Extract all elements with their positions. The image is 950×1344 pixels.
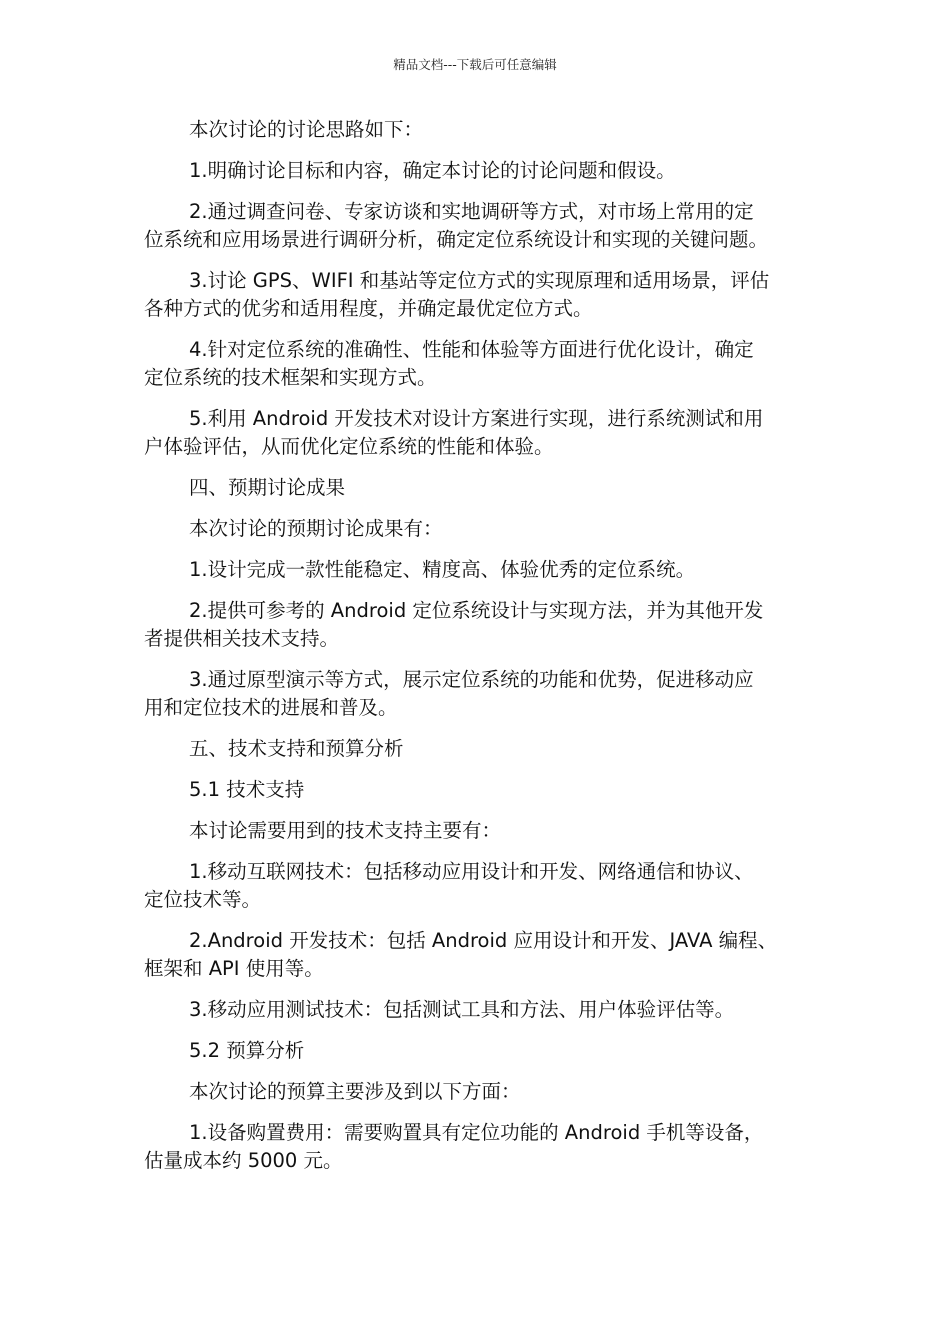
text-line: 1.设计完成一款性能稳定、精度高、体验优秀的定位系统。: [189, 558, 696, 581]
text-line: 本次讨论的讨论思路如下：: [189, 118, 424, 141]
text-line: 户体验评估，从而优化定位系统的性能和体验。: [144, 435, 554, 458]
text-line: 定位系统的技术框架和实现方式。: [144, 366, 437, 389]
paragraph: [144, 927, 806, 983]
text-line: 用和定位技术的进展和普及。: [144, 696, 398, 719]
text-line: 四、预期讨论成果: [189, 476, 346, 499]
text-line: 定位技术等。: [144, 888, 262, 911]
text-line: 位系统和应用场景进行调研分析，确定定位系统设计和实现的关键问题。: [144, 228, 769, 251]
text-line: 2.通过调查问卷、专家访谈和实地调研等方式，对市场上常用的定: [189, 200, 754, 223]
text-line: 估量成本约 5000 元。: [144, 1149, 343, 1172]
subsection-heading: [144, 776, 806, 804]
paragraph: [144, 515, 806, 543]
text-line: 框架和 API 使用等。: [144, 957, 324, 980]
text-line: 2.Android 开发技术：包括 Android 应用设计和开发、JAVA 编程、: [189, 929, 778, 952]
section-heading: [144, 474, 806, 502]
paragraph: [144, 336, 806, 392]
text-line: 者提供相关技术支持。: [144, 627, 340, 650]
text-line: 各种方式的优劣和适用程度，并确定最优定位方式。: [144, 297, 593, 320]
text-line: 4.针对定位系统的准确性、性能和体验等方面进行优化设计，确定: [189, 338, 754, 361]
subsection-heading: [144, 1037, 806, 1065]
paragraph: [144, 597, 806, 653]
text-line: 3.讨论 GPS、WIFI 和基站等定位方式的实现原理和适用场景，评估: [189, 269, 770, 292]
text-line: 本次讨论的预算主要涉及到以下方面：: [189, 1080, 521, 1103]
paragraph: [144, 157, 806, 185]
paragraph: [144, 996, 806, 1024]
paragraph: [144, 858, 806, 914]
text-line: 2.提供可参考的 Android 定位系统设计与实现方法，并为其他开发: [189, 599, 764, 622]
paragraph: [144, 1119, 806, 1175]
text-line: 1.明确讨论目标和内容，确定本讨论的讨论问题和假设。: [189, 159, 676, 182]
document-body: [144, 116, 806, 1188]
text-line: 5.2 预算分析: [189, 1039, 305, 1062]
section-heading: [144, 735, 806, 763]
paragraph: [144, 198, 806, 254]
paragraph: [144, 405, 806, 461]
paragraph: [144, 666, 806, 722]
text-line: 1.设备购置费用：需要购置具有定位功能的 Android 手机等设备，: [189, 1121, 764, 1144]
paragraph: [144, 817, 806, 845]
text-line: 五、技术支持和预算分析: [189, 737, 404, 760]
text-line: 3.通过原型演示等方式，展示定位系统的功能和优势，促进移动应: [189, 668, 754, 691]
text-line: 本次讨论的预期讨论成果有：: [189, 517, 443, 540]
text-line: 5.1 技术支持: [189, 778, 305, 801]
paragraph: [144, 116, 806, 144]
text-line: 本讨论需要用到的技术支持主要有：: [189, 819, 502, 842]
page-header: 精品文档---下载后可任意编辑: [393, 57, 557, 72]
paragraph: [144, 1078, 806, 1106]
text-line: 5.利用 Android 开发技术对设计方案进行实现，进行系统测试和用: [189, 407, 764, 430]
text-line: 1.移动互联网技术：包括移动应用设计和开发、网络通信和协议、: [189, 860, 754, 883]
text-line: 3.移动应用测试技术：包括测试工具和方法、用户体验评估等。: [189, 998, 735, 1021]
paragraph: [144, 267, 806, 323]
paragraph: [144, 556, 806, 584]
